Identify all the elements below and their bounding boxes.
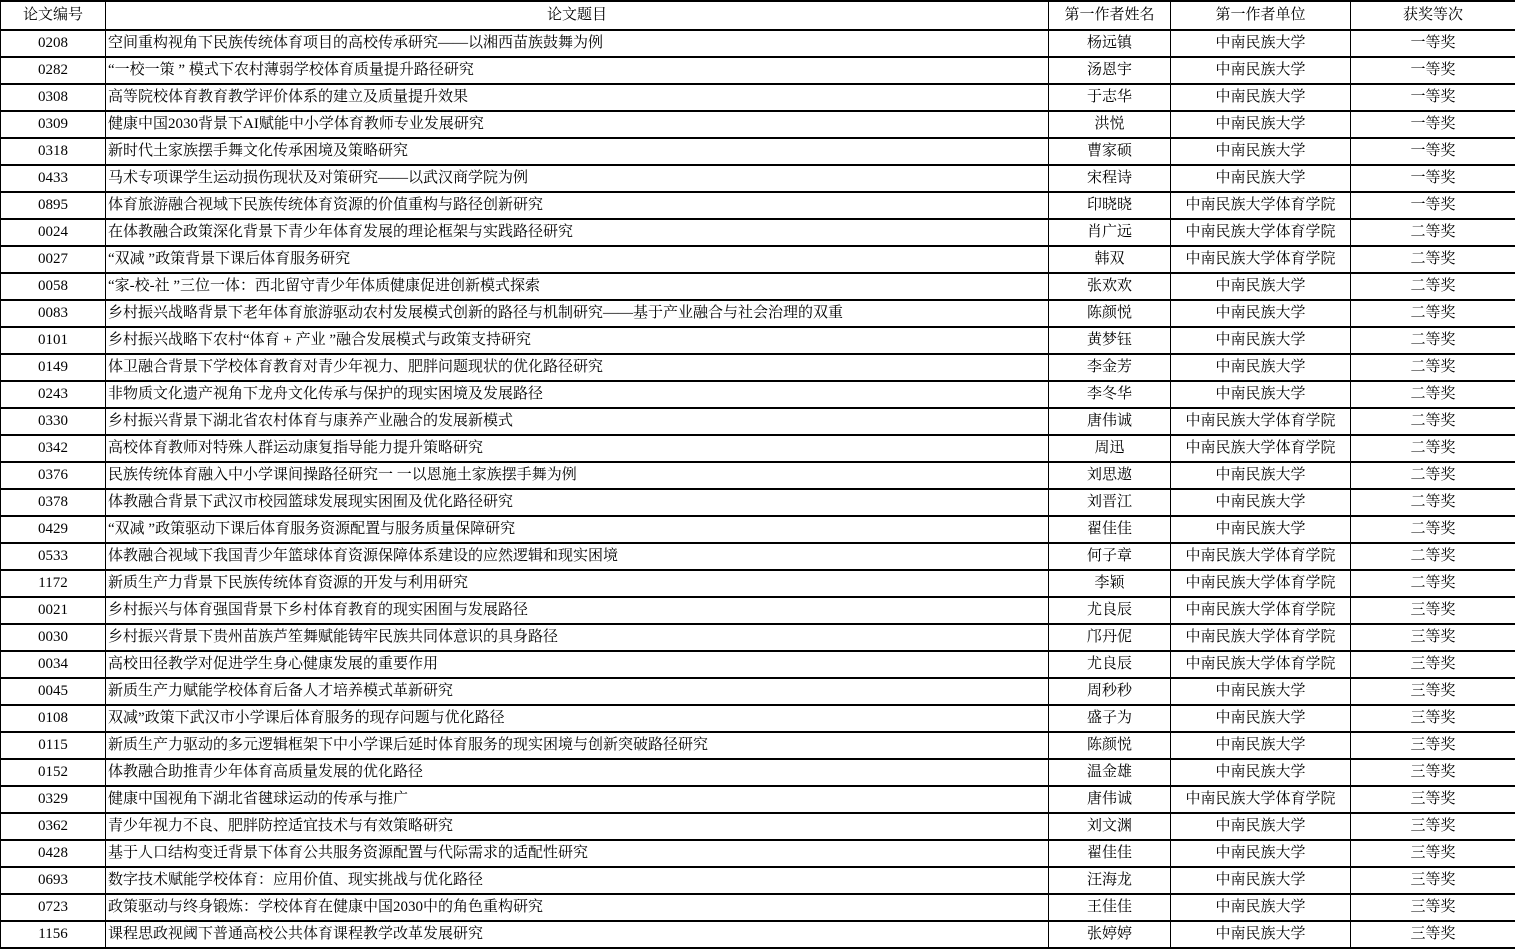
paper-title-cell: 政策驱动与终身锻炼：学校体育在健康中国2030中的角色重构研究 — [106, 894, 1049, 921]
award-cell: 二等奖 — [1351, 408, 1515, 435]
paper-title-cell: 体教融合背景下武汉市校园篮球发展现实困囿及优化路径研究 — [106, 489, 1049, 516]
author-cell: 肖广远 — [1049, 219, 1171, 246]
paper-id-cell: 0115 — [1, 732, 106, 759]
award-cell: 三等奖 — [1351, 678, 1515, 705]
table-row — [1, 867, 1515, 894]
table-row — [1, 111, 1515, 138]
table-row — [1, 840, 1515, 867]
author-cell: 王佳佳 — [1049, 894, 1171, 921]
table-row — [1, 516, 1515, 543]
award-cell: 二等奖 — [1351, 489, 1515, 516]
paper-title-cell: 乡村振兴与体育强国背景下乡村体育教育的现实困囿与发展路径 — [106, 597, 1049, 624]
paper-id-cell: 1172 — [1, 570, 106, 597]
paper-title-cell: 民族传统体育融入中小学课间操路径研究一 一以恩施土家族摆手舞为例 — [106, 462, 1049, 489]
table-body — [1, 30, 1515, 948]
table-row — [1, 732, 1515, 759]
award-cell: 三等奖 — [1351, 921, 1515, 948]
author-cell: 洪悦 — [1049, 111, 1171, 138]
award-cell: 一等奖 — [1351, 30, 1515, 57]
affiliation-cell: 中南民族大学 — [1171, 759, 1351, 786]
award-cell: 二等奖 — [1351, 570, 1515, 597]
paper-id-cell: 0101 — [1, 327, 106, 354]
paper-title-cell: 马术专项课学生运动损伤现状及对策研究——以武汉商学院为例 — [106, 165, 1049, 192]
affiliation-cell: 中南民族大学体育学院 — [1171, 597, 1351, 624]
award-cell: 三等奖 — [1351, 786, 1515, 813]
affiliation-cell: 中南民族大学 — [1171, 489, 1351, 516]
paper-id-cell: 0329 — [1, 786, 106, 813]
author-cell: 曹家硕 — [1049, 138, 1171, 165]
affiliation-cell: 中南民族大学体育学院 — [1171, 192, 1351, 219]
paper-title-cell: 数字技术赋能学校体育：应用价值、现实挑战与优化路径 — [106, 867, 1049, 894]
affiliation-cell: 中南民族大学 — [1171, 381, 1351, 408]
affiliation-cell: 中南民族大学 — [1171, 300, 1351, 327]
affiliation-cell: 中南民族大学体育学院 — [1171, 570, 1351, 597]
affiliation-cell: 中南民族大学 — [1171, 705, 1351, 732]
table-row — [1, 570, 1515, 597]
paper-id-cell: 0208 — [1, 30, 106, 57]
award-cell: 三等奖 — [1351, 732, 1515, 759]
author-cell: 周迅 — [1049, 435, 1171, 462]
award-cell: 三等奖 — [1351, 624, 1515, 651]
award-cell: 二等奖 — [1351, 462, 1515, 489]
table-row — [1, 84, 1515, 111]
table-row — [1, 138, 1515, 165]
paper-id-cell: 0083 — [1, 300, 106, 327]
affiliation-cell: 中南民族大学 — [1171, 84, 1351, 111]
table-row — [1, 678, 1515, 705]
paper-title-cell: 新质生产力赋能学校体育后备人才培养模式革新研究 — [106, 678, 1049, 705]
author-cell: 翟佳佳 — [1049, 516, 1171, 543]
paper-id-cell: 0428 — [1, 840, 106, 867]
award-cell: 三等奖 — [1351, 867, 1515, 894]
author-cell: 尤良辰 — [1049, 597, 1171, 624]
paper-id-cell: 0533 — [1, 543, 106, 570]
affiliation-cell: 中南民族大学体育学院 — [1171, 624, 1351, 651]
header-award-level: 获奖等次 — [1351, 1, 1515, 30]
table-row — [1, 489, 1515, 516]
table-row — [1, 354, 1515, 381]
author-cell: 杨远镇 — [1049, 30, 1171, 57]
paper-id-cell: 0895 — [1, 192, 106, 219]
award-cell: 二等奖 — [1351, 219, 1515, 246]
table-row — [1, 894, 1515, 921]
author-cell: 唐伟诚 — [1049, 786, 1171, 813]
author-cell: 汤恩宇 — [1049, 57, 1171, 84]
award-cell: 三等奖 — [1351, 597, 1515, 624]
paper-title-cell: 基于人口结构变迁背景下体育公共服务资源配置与代际需求的适配性研究 — [106, 840, 1049, 867]
paper-id-cell: 0308 — [1, 84, 106, 111]
paper-id-cell: 0021 — [1, 597, 106, 624]
table-row — [1, 381, 1515, 408]
author-cell: 温金雄 — [1049, 759, 1171, 786]
paper-id-cell: 0045 — [1, 678, 106, 705]
award-cell: 二等奖 — [1351, 246, 1515, 273]
paper-title-cell: 高校体育教师对特殊人群运动康复指导能力提升策略研究 — [106, 435, 1049, 462]
paper-title-cell: 在体教融合政策深化背景下青少年体育发展的理论框架与实践路径研究 — [106, 219, 1049, 246]
paper-title-cell: 健康中国2030背景下AI赋能中小学体育教师专业发展研究 — [106, 111, 1049, 138]
table-row — [1, 435, 1515, 462]
paper-title-cell: 非物质文化遗产视角下龙舟文化传承与保护的现实困境及发展路径 — [106, 381, 1049, 408]
author-cell: 周秒秒 — [1049, 678, 1171, 705]
paper-title-cell: 新时代土家族摆手舞文化传承困境及策略研究 — [106, 138, 1049, 165]
author-cell: 李颖 — [1049, 570, 1171, 597]
paper-title-cell: 体教融合视域下我国青少年篮球体育资源保障体系建设的应然逻辑和现实困境 — [106, 543, 1049, 570]
paper-title-cell: “一校一策 ” 模式下农村薄弱学校体育质量提升路径研究 — [106, 57, 1049, 84]
paper-title-cell: 青少年视力不良、肥胖防控适宜技术与有效策略研究 — [106, 813, 1049, 840]
paper-id-cell: 0152 — [1, 759, 106, 786]
paper-id-cell: 0330 — [1, 408, 106, 435]
award-cell: 二等奖 — [1351, 435, 1515, 462]
paper-title-cell: 健康中国视角下湖北省毽球运动的传承与推广 — [106, 786, 1049, 813]
affiliation-cell: 中南民族大学体育学院 — [1171, 786, 1351, 813]
affiliation-cell: 中南民族大学体育学院 — [1171, 408, 1351, 435]
paper-title-cell: “双减 ”政策背景下课后体育服务研究 — [106, 246, 1049, 273]
header-author-name: 第一作者姓名 — [1049, 1, 1171, 30]
paper-id-cell: 0034 — [1, 651, 106, 678]
table-row — [1, 408, 1515, 435]
affiliation-cell: 中南民族大学 — [1171, 462, 1351, 489]
paper-id-cell: 0309 — [1, 111, 106, 138]
table-row — [1, 165, 1515, 192]
author-cell: 韩双 — [1049, 246, 1171, 273]
author-cell: 刘晋江 — [1049, 489, 1171, 516]
author-cell: 盛子为 — [1049, 705, 1171, 732]
table-row — [1, 192, 1515, 219]
paper-title-cell: 双减”政策下武汉市小学课后体育服务的现存问题与优化路径 — [106, 705, 1049, 732]
table-row — [1, 813, 1515, 840]
affiliation-cell: 中南民族大学 — [1171, 30, 1351, 57]
table-row — [1, 759, 1515, 786]
author-cell: 汪海龙 — [1049, 867, 1171, 894]
table-row — [1, 246, 1515, 273]
table-row — [1, 543, 1515, 570]
table-row — [1, 273, 1515, 300]
header-paper-title: 论文题目 — [106, 1, 1049, 30]
paper-title-cell: “双减 ”政策驱动下课后体育服务资源配置与服务质量保障研究 — [106, 516, 1049, 543]
author-cell: 何子章 — [1049, 543, 1171, 570]
paper-id-cell: 0693 — [1, 867, 106, 894]
paper-title-cell: 高校田径教学对促进学生身心健康发展的重要作用 — [106, 651, 1049, 678]
paper-title-cell: 体育旅游融合视域下民族传统体育资源的价值重构与路径创新研究 — [106, 192, 1049, 219]
paper-id-cell: 0030 — [1, 624, 106, 651]
award-cell: 二等奖 — [1351, 300, 1515, 327]
table-row — [1, 219, 1515, 246]
author-cell: 翟佳佳 — [1049, 840, 1171, 867]
affiliation-cell: 中南民族大学 — [1171, 678, 1351, 705]
paper-id-cell: 0342 — [1, 435, 106, 462]
author-cell: 张婷婷 — [1049, 921, 1171, 948]
header-paper-id: 论文编号 — [1, 1, 106, 30]
paper-title-cell: 课程思政视阈下普通高校公共体育课程教学改革发展研究 — [106, 921, 1049, 948]
affiliation-cell: 中南民族大学 — [1171, 867, 1351, 894]
paper-title-cell: 体卫融合背景下学校体育教育对青少年视力、肥胖问题现状的优化路径研究 — [106, 354, 1049, 381]
table-row — [1, 786, 1515, 813]
paper-id-cell: 0376 — [1, 462, 106, 489]
award-cell: 三等奖 — [1351, 813, 1515, 840]
table-row — [1, 327, 1515, 354]
paper-id-cell: 0027 — [1, 246, 106, 273]
paper-title-cell: 体教融合助推青少年体育高质量发展的优化路径 — [106, 759, 1049, 786]
award-cell: 二等奖 — [1351, 543, 1515, 570]
paper-id-cell: 0723 — [1, 894, 106, 921]
paper-id-cell: 0108 — [1, 705, 106, 732]
table-row — [1, 30, 1515, 57]
affiliation-cell: 中南民族大学体育学院 — [1171, 246, 1351, 273]
award-cell: 三等奖 — [1351, 759, 1515, 786]
paper-id-cell: 0362 — [1, 813, 106, 840]
award-cell: 二等奖 — [1351, 273, 1515, 300]
header-affiliation: 第一作者单位 — [1171, 1, 1351, 30]
author-cell: 于志华 — [1049, 84, 1171, 111]
award-cell: 二等奖 — [1351, 516, 1515, 543]
award-cell: 一等奖 — [1351, 138, 1515, 165]
author-cell: 印晓晓 — [1049, 192, 1171, 219]
paper-title-cell: 新质生产力驱动的多元逻辑框架下中小学课后延时体育服务的现实困境与创新突破路径研究 — [106, 732, 1049, 759]
affiliation-cell: 中南民族大学 — [1171, 354, 1351, 381]
affiliation-cell: 中南民族大学 — [1171, 840, 1351, 867]
paper-title-cell: 乡村振兴背景下贵州苗族芦笙舞赋能铸牢民族共同体意识的具身路径 — [106, 624, 1049, 651]
paper-id-cell: 0378 — [1, 489, 106, 516]
paper-title-cell: “家-校-社 ”三位一体：西北留守青少年体质健康促进创新模式探索 — [106, 273, 1049, 300]
table-row — [1, 57, 1515, 84]
author-cell: 李冬华 — [1049, 381, 1171, 408]
affiliation-cell: 中南民族大学 — [1171, 894, 1351, 921]
affiliation-cell: 中南民族大学 — [1171, 57, 1351, 84]
author-cell: 张欢欢 — [1049, 273, 1171, 300]
award-cell: 三等奖 — [1351, 705, 1515, 732]
affiliation-cell: 中南民族大学 — [1171, 732, 1351, 759]
affiliation-cell: 中南民族大学体育学院 — [1171, 543, 1351, 570]
table-row — [1, 705, 1515, 732]
author-cell: 邝丹伲 — [1049, 624, 1171, 651]
paper-title-cell: 空间重构视角下民族传统体育项目的高校传承研究——以湘西苗族鼓舞为例 — [106, 30, 1049, 57]
award-cell: 三等奖 — [1351, 894, 1515, 921]
table-row — [1, 921, 1515, 948]
award-cell: 一等奖 — [1351, 165, 1515, 192]
author-cell: 黄梦钰 — [1049, 327, 1171, 354]
affiliation-cell: 中南民族大学 — [1171, 273, 1351, 300]
affiliation-cell: 中南民族大学 — [1171, 813, 1351, 840]
paper-title-cell: 高等院校体育教育教学评价体系的建立及质量提升效果 — [106, 84, 1049, 111]
award-cell: 一等奖 — [1351, 192, 1515, 219]
affiliation-cell: 中南民族大学 — [1171, 138, 1351, 165]
award-cell: 一等奖 — [1351, 84, 1515, 111]
paper-id-cell: 0282 — [1, 57, 106, 84]
author-cell: 陈颜悦 — [1049, 732, 1171, 759]
affiliation-cell: 中南民族大学体育学院 — [1171, 651, 1351, 678]
author-cell: 刘文渊 — [1049, 813, 1171, 840]
paper-id-cell: 0318 — [1, 138, 106, 165]
paper-id-cell: 0058 — [1, 273, 106, 300]
affiliation-cell: 中南民族大学 — [1171, 516, 1351, 543]
paper-id-cell: 1156 — [1, 921, 106, 948]
affiliation-cell: 中南民族大学 — [1171, 111, 1351, 138]
author-cell: 刘思遨 — [1049, 462, 1171, 489]
table-row — [1, 624, 1515, 651]
table-row — [1, 597, 1515, 624]
paper-title-cell: 乡村振兴背景下湖北省农村体育与康养产业融合的发展新模式 — [106, 408, 1049, 435]
paper-title-cell: 乡村振兴战略背景下老年体育旅游驱动农村发展模式创新的路径与机制研究——基于产业融合与社会治理的双重 — [106, 300, 1049, 327]
paper-id-cell: 0149 — [1, 354, 106, 381]
affiliation-cell: 中南民族大学 — [1171, 921, 1351, 948]
award-cell: 二等奖 — [1351, 354, 1515, 381]
table-row — [1, 651, 1515, 678]
table-row — [1, 462, 1515, 489]
paper-id-cell: 0433 — [1, 165, 106, 192]
paper-id-cell: 0243 — [1, 381, 106, 408]
author-cell: 陈颜悦 — [1049, 300, 1171, 327]
author-cell: 宋程诗 — [1049, 165, 1171, 192]
table-row — [1, 300, 1515, 327]
affiliation-cell: 中南民族大学体育学院 — [1171, 219, 1351, 246]
paper-title-cell: 乡村振兴战略下农村“体育 + 产业 ”融合发展模式与政策支持研究 — [106, 327, 1049, 354]
award-cell: 一等奖 — [1351, 57, 1515, 84]
award-cell: 三等奖 — [1351, 651, 1515, 678]
author-cell: 唐伟诚 — [1049, 408, 1171, 435]
affiliation-cell: 中南民族大学 — [1171, 327, 1351, 354]
author-cell: 尤良辰 — [1049, 651, 1171, 678]
affiliation-cell: 中南民族大学体育学院 — [1171, 435, 1351, 462]
award-cell: 二等奖 — [1351, 327, 1515, 354]
award-cell: 一等奖 — [1351, 111, 1515, 138]
paper-id-cell: 0024 — [1, 219, 106, 246]
table-header-row — [1, 1, 1515, 30]
award-cell: 三等奖 — [1351, 840, 1515, 867]
paper-id-cell: 0429 — [1, 516, 106, 543]
award-cell: 二等奖 — [1351, 381, 1515, 408]
paper-title-cell: 新质生产力背景下民族传统体育资源的开发与利用研究 — [106, 570, 1049, 597]
affiliation-cell: 中南民族大学 — [1171, 165, 1351, 192]
author-cell: 李金芳 — [1049, 354, 1171, 381]
